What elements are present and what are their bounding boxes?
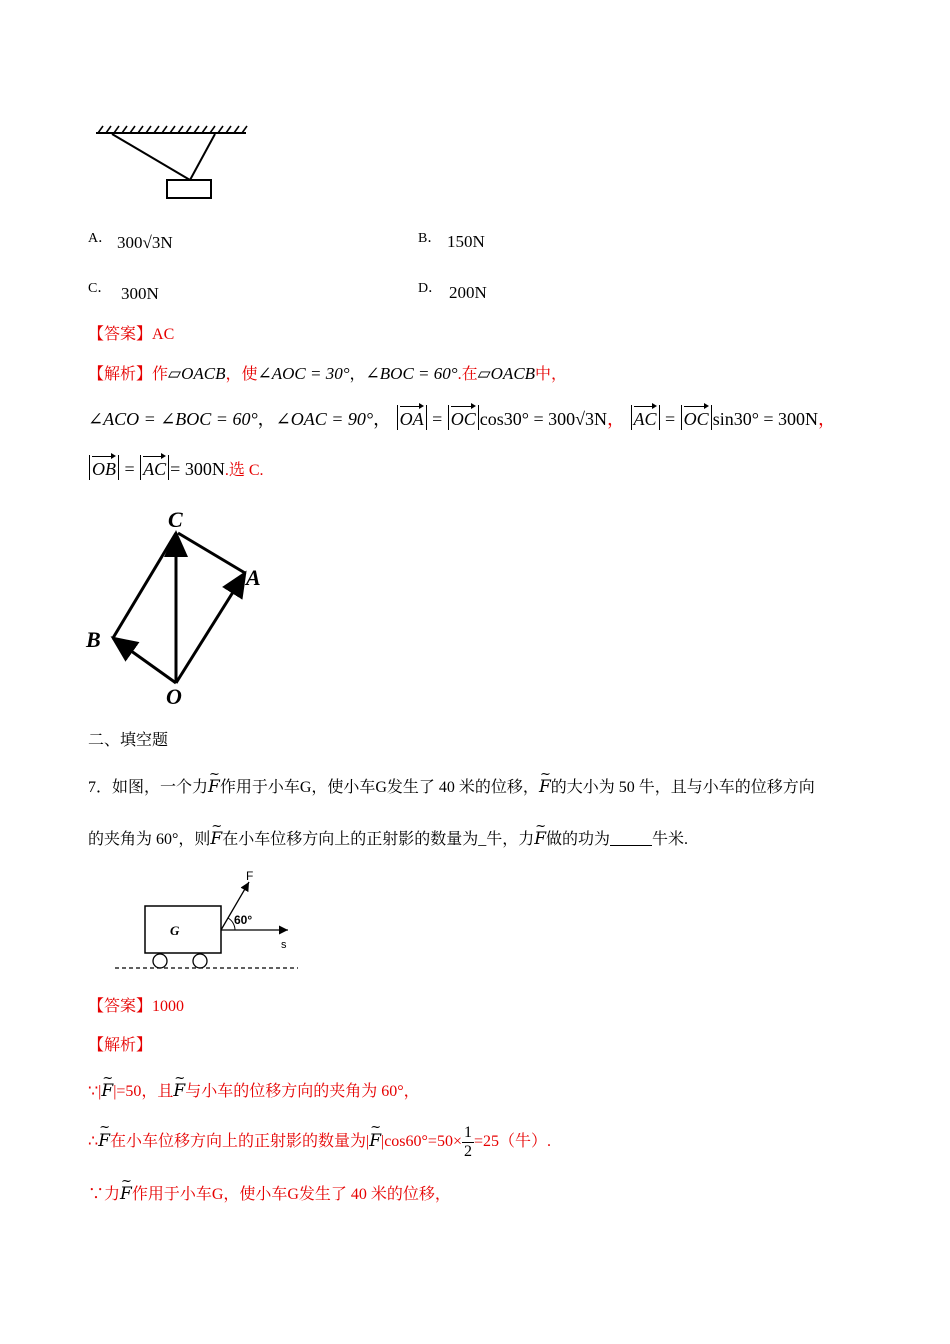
q7-analysis-label: 【解析】	[88, 1037, 153, 1054]
q7-analysis-line2: ∴~ F在小车位移方向上的正射影的数量为|~ F|cos60°=50× $\frac{1}{2}$ =25（牛）.	[88, 1124, 551, 1160]
label-B: B	[86, 627, 101, 652]
q7-analysis-line1: ∵|~ F|=50，且~ F与小车的位移方向的夹角为 60°，	[88, 1081, 420, 1100]
label-A: A	[246, 565, 261, 590]
q7-line2: 的夹角为 60°，则~ F在小车位移方向上的正射影的数量为_牛，力~ F做的功为 牛米.	[88, 829, 688, 848]
figure-parallelogram	[80, 505, 280, 715]
cart-label-F: F	[246, 869, 254, 883]
q6-analysis-line2: ∠ACO = ∠BOC = 60°，∠OAC = 90°， OA = OC cos30° = 300√3N， AC = OC sin30° = 300N，	[88, 405, 836, 431]
option-d-letter: D．	[418, 281, 443, 296]
option-a-value: 300√3N	[117, 233, 173, 252]
q6-analysis-line3: OB = AC = 300N.选 C.	[88, 455, 264, 480]
figure-cart	[110, 868, 310, 973]
q6-analysis-line1: 【解析】作▱OACB，使∠AOC = 30°，∠BOC = 60°.在▱OACB中，	[88, 364, 568, 383]
option-b-value: 150N	[447, 232, 485, 251]
option-c-letter: C．	[88, 281, 112, 296]
cart-label-s: s	[281, 939, 287, 951]
figure-hanging-block	[90, 120, 260, 210]
option-b-letter: B．	[418, 231, 442, 246]
option-c-value: 300N	[121, 284, 159, 303]
cart-label-G: G	[170, 923, 180, 938]
q7-analysis-line3: ∵力~ F作用于小车G，使小车G发生了 40 米的位移，	[88, 1184, 451, 1203]
cart-label-angle: 60°	[234, 913, 253, 927]
q7-answer: 【答案】1000	[88, 998, 185, 1015]
label-C: C	[168, 507, 183, 532]
force-symbol: ~ F	[208, 777, 220, 796]
q6-answer: 【答案】AC	[88, 326, 175, 343]
answer-blank	[610, 831, 652, 846]
option-a-letter: A．	[88, 231, 113, 246]
label-O: O	[166, 684, 182, 709]
option-d-value: 200N	[449, 283, 487, 302]
section-title: 二、填空题	[88, 732, 169, 749]
q7-line1: 7．如图，一个力~ F作用于小车G，使小车G发生了 40 米的位移，~ F的大小为 50 牛，且与小车的位移方向	[88, 777, 815, 796]
